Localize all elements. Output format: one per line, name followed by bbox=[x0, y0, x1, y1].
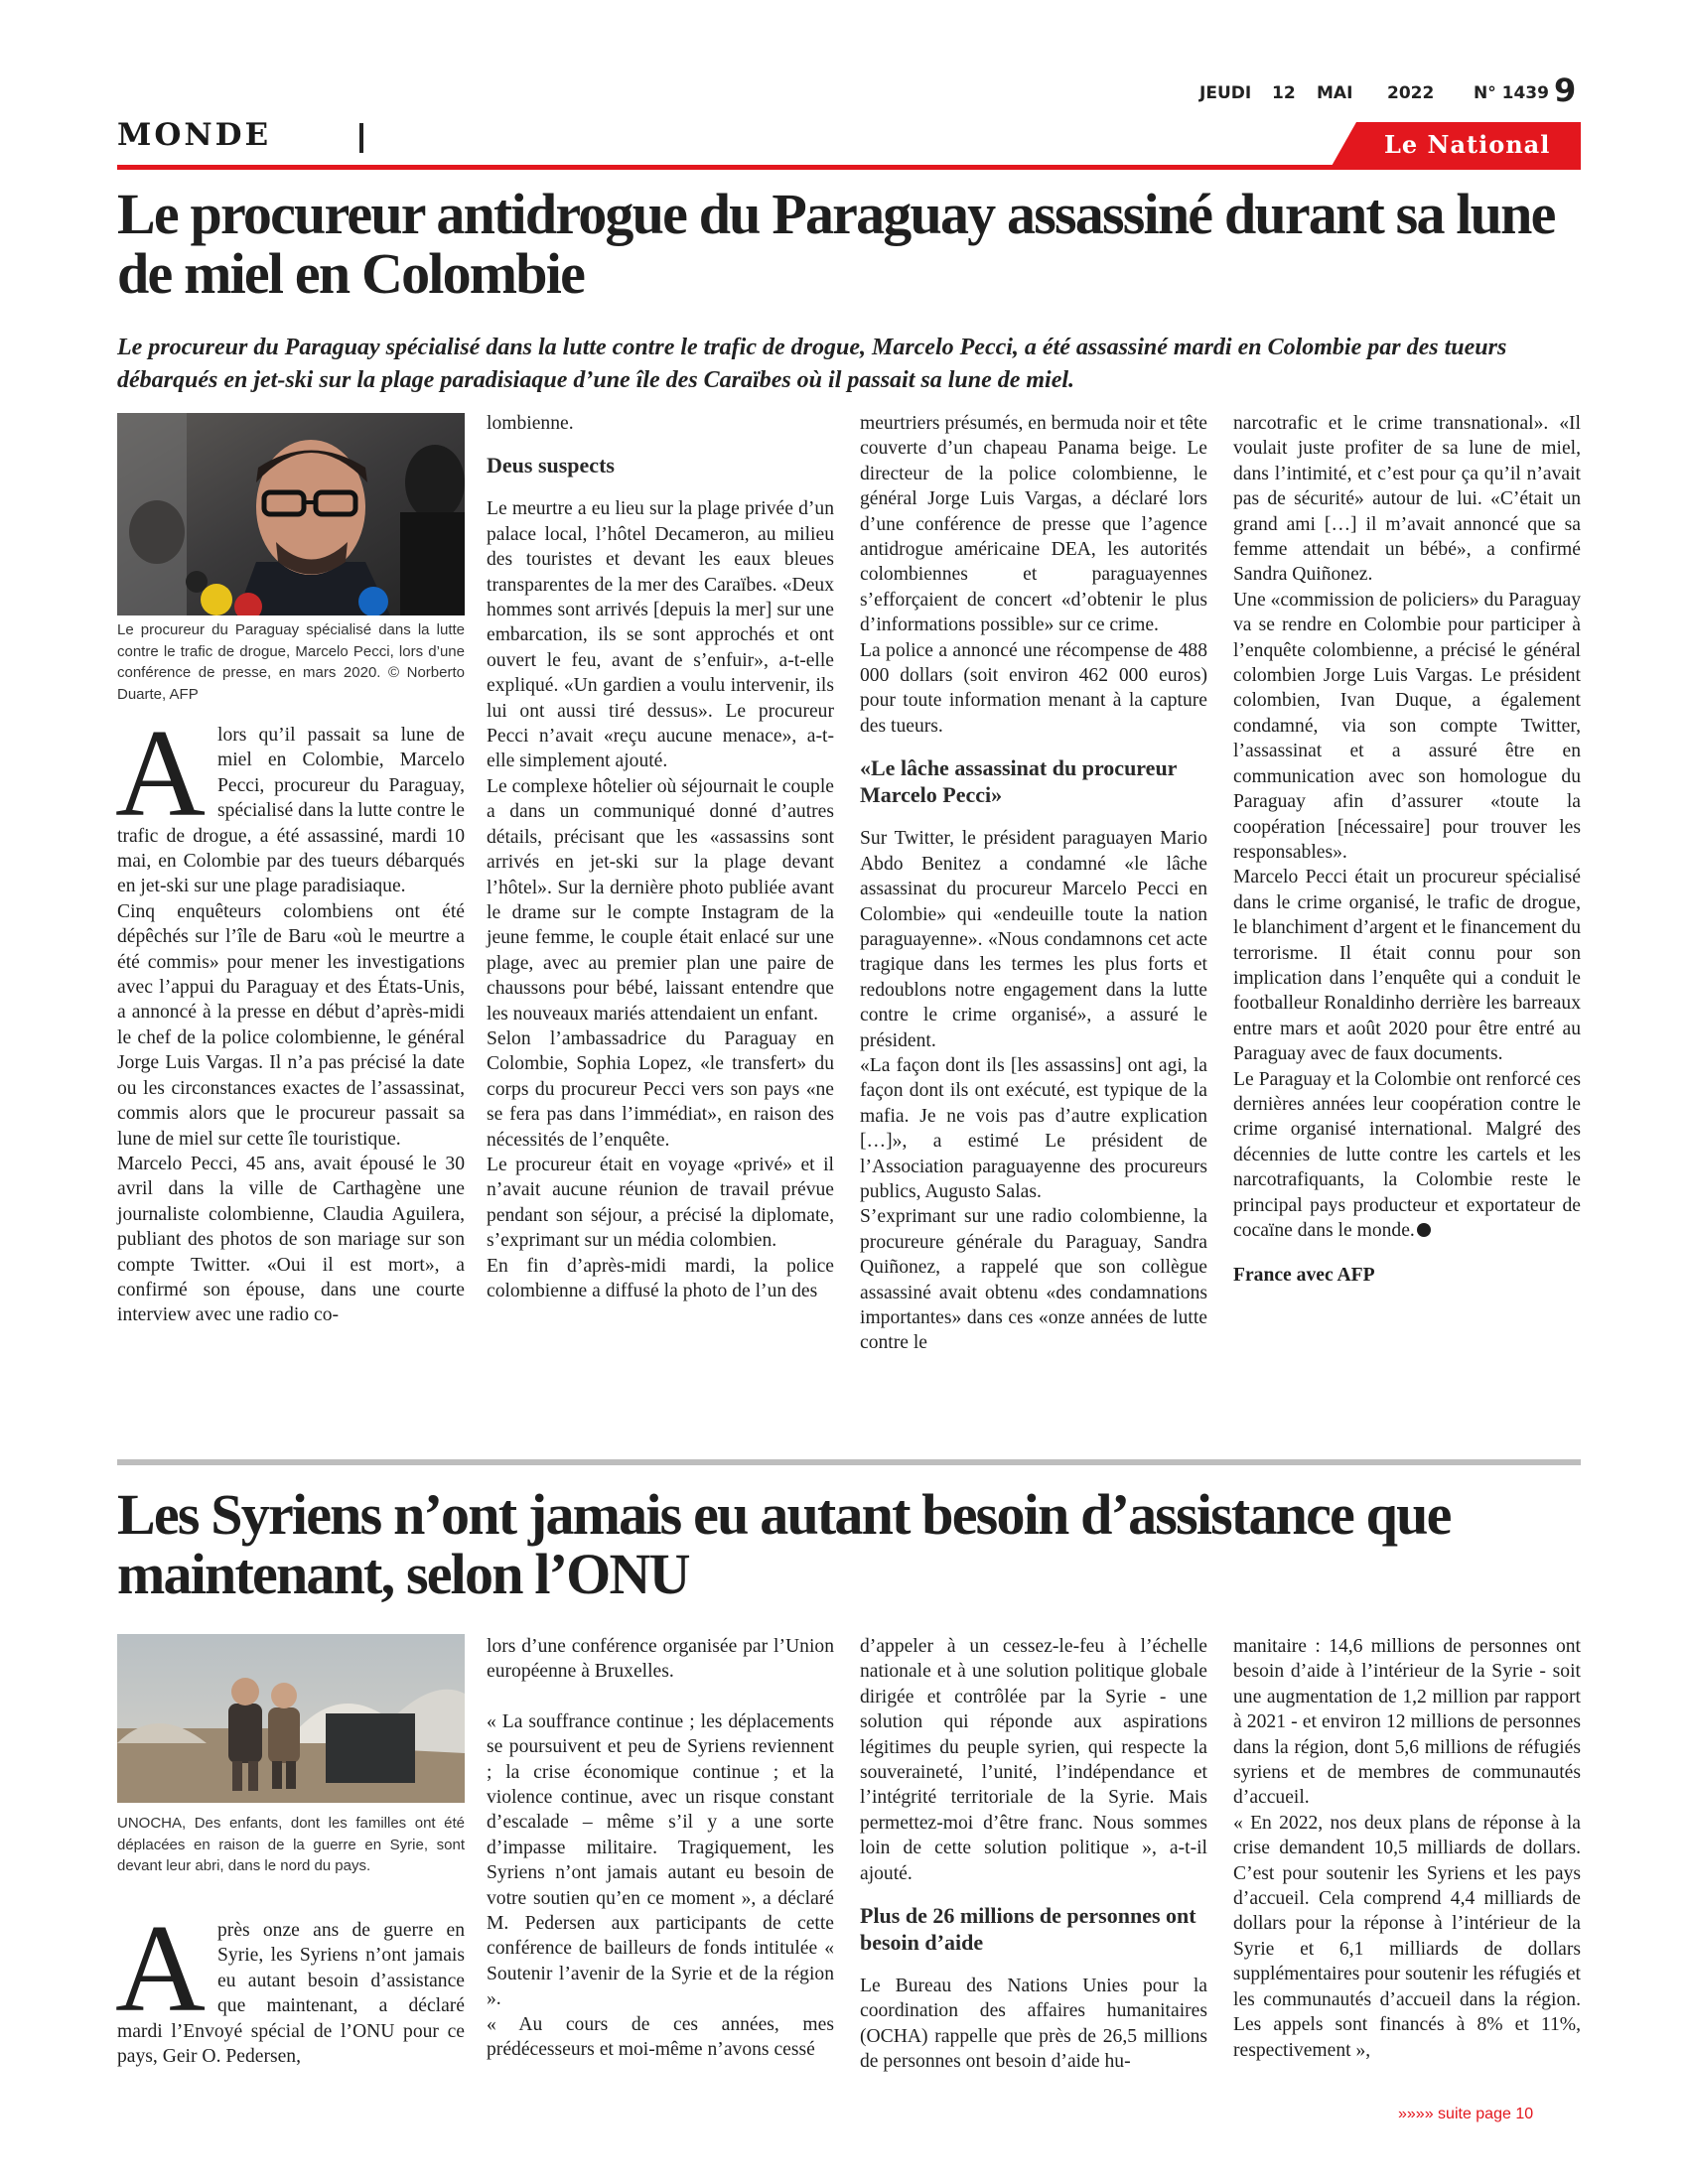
header-rule bbox=[117, 165, 1581, 170]
article2-lead-paragraph: près onze ans de guerre en Syrie, les Syriens n’ont jamais eu autant besoin d’assistance que maintenant, a déclaré mardi l’Envoyé spécial de l’ONU pour ce pays, Geir O. Pedersen, bbox=[117, 1920, 465, 2068]
article1-dropcap: A bbox=[115, 705, 206, 843]
paragraph: meurtriers présumés, en bermuda noir et tête couverte d’un chapeau Panama beige. Le directeur de la police colombienne, le général Jorge Luis Vargas, a déclaré lors d’une conférence de presse que l’agence antidrogue américaine DEA, les autorités colombiennes et paraguayennes s’efforçaient de concert «d’obtenir le plus d’informations possible» sur ce crime. bbox=[860, 413, 1207, 636]
paragraph bbox=[1233, 1067, 1581, 1244]
paragraph: manitaire : 14,6 millions de personnes ont besoin d’aide à l’intérieur de la Syrie - soit une augmentation de 1,2 million par rapport à 2021 - et environ 12 millions de personnes dans la région, dont 5,6 millions de réfugiés syriens et de membres de communautés d’accueil. bbox=[1233, 1636, 1581, 1809]
date-number: 12 bbox=[1272, 83, 1296, 103]
paragraph: Le Bureau des Nations Unies pour la coordination des affaires humanitaires (OCHA) rappelle que près de 26,5 millions de personnes ont besoin d’aide hu- bbox=[860, 1976, 1207, 2073]
article2-title: Les Syriens n’ont jamais eu autant besoin d’assistance que maintenant, selon l’ONU bbox=[117, 1482, 1451, 1606]
date-day: JEUDI bbox=[1199, 83, 1252, 103]
paragraph: lombienne. bbox=[487, 413, 574, 434]
paragraph: S’exprimant sur une radio colombienne, la procureure générale du Paraguay, Sandra Quiñonez, a rappelé que son collègue assassiné avait obtenu «des condamnations importantes» dans ces «onze années de lutte contre le bbox=[860, 1206, 1207, 1354]
paragraph: Marcelo Pecci était un procureur spécialisé dans le crime organisé, le trafic de drogue, le blanchiment d’argent et le financement du terrorisme. Il était connu pour son implication dans l’enquête qui a conduit le footballeur Ronaldinho derrière les barreaux entre mars et août 2020 pour être entré au Paraguay avec de faux documents. bbox=[1233, 867, 1582, 1065]
article1-title: Le procureur antidrogue du Paraguay assassiné durant sa lune de miel en Colombie bbox=[117, 182, 1555, 306]
article2-subhead: Plus de 26 millions de personnes ont besoin d’aide bbox=[860, 1903, 1196, 1956]
paragraph: Selon l’ambassadrice du Paraguay en Colombie, Sophia Lopez, «le transfert» du corps du procureur Pecci vers son pays «ne se fera pas dans l’immédiat», en raison des nécessités de l’enquête. bbox=[487, 1027, 834, 1151]
issue-number: N° 1439 bbox=[1474, 83, 1549, 103]
article2-photo-caption: UNOCHA, Des enfants, dont les familles ont été déplacées en raison de la guerre en Syrie, sont devant leur abri, dans le nord du pays. bbox=[117, 1815, 465, 1874]
article2-column-1 bbox=[115, 1900, 465, 2069]
paragraph: « En 2022, nos deux plans de réponse à la crise demandent 10,5 milliards de dollars. C’est pour soutenir les Syriens et les pays d’accueil. Cela comprend 4,4 milliards de dollars pour la réponse à l’intérieur de la Syrie et 6,1 milliards de dollars supplémentaires pour soutenir les réfugiés et les communautés d’accueil dans la région. Les appels sont financés à 8% et 11%, respectivement », bbox=[1233, 1812, 1581, 2061]
article1-column-4 bbox=[1233, 411, 1581, 1289]
paragraph: Marcelo Pecci, 45 ans, avait épousé le 30 avril dans la ville de Carthagène une journaliste colombienne, Claudia Aguilera, publiant des photos de son mariage sur son compte Twitter. «Oui il est mort», a confirmé son épouse, dans une courte interview avec une radio co- bbox=[117, 1153, 465, 1326]
date-year: 2022 bbox=[1387, 83, 1435, 103]
article2-column-4 bbox=[1233, 1634, 1581, 2063]
article-separator bbox=[117, 1459, 1581, 1465]
paragraph: « Au cours de ces années, mes prédécesseurs et moi-même n’avons cessé bbox=[487, 2013, 834, 2061]
article1-subhead-quote: «Le lâche assassinat du procureur Marcelo Pecci» bbox=[860, 755, 1178, 808]
article1-standfirst: Le procureur du Paraguay spécialisé dans la lutte contre le trafic de drogue, Marcelo Pecci, a été assassiné mardi en Colombie par des tueurs débarqués en jet-ski sur la plage paradisiaque d’une île des Caraïbes où il passait sa lune de miel. bbox=[117, 335, 1507, 393]
paragraph: Cinq enquêteurs colombiens ont été dépêchés sur l’île de Baru «où le meurtre a été commis» pour mener les investigations avec l’appui du Paraguay et des États-Unis, a annoncé à la presse en début d’après-midi le chef de la police colombienne, le général Jorge Luis Vargas. Il n’a pas précisé la date ou les circonstances exactes de l’assassinat, commis alors que le procureur passait sa lune de miel sur cette île touristique. bbox=[117, 900, 465, 1150]
paragraph: Le meurtre a eu lieu sur la plage privée d’un palace local, l’hôtel Decameron, au milieu des touristes et devant les eaux bleues transparentes de la mer des Caraïbes. «Deux hommes sont arrivés [depuis la mer] sur une embarcation, ils se sont approchés et ont ouvert le feu, avant de s’enfuir», a-t-elle expliqué. «Un gardien a voulu intervenir, ils lui ont aussi tiré dessus». Le procureur Pecci n’avait «reçu aucune menace», a-t-elle simplement ajouté. bbox=[487, 498, 834, 772]
article2-column-2 bbox=[487, 1634, 834, 2063]
article1-photo bbox=[117, 413, 465, 615]
article1-photo-caption: Le procureur du Paraguay spécialisé dans la lutte contre le trafic de drogue, Marcelo Pecci, lors d’une conférence de presse, en mars 2020. © Norberto Duarte, AFP bbox=[117, 621, 465, 703]
paragraph: Une «commission de policiers» du Paraguay va se rendre en Colombie pour participer à l’enquête colombienne, a précisé le général colombien Jorge Luis Vargas. Le président colombien, Ivan Duque, a également condamné, via son compte Twitter, l’assassinat et a assuré être en communication avec son homologue du Paraguay afin d’assurer «toute la coopération [nécessaire] pour trouver les responsables». bbox=[1233, 589, 1581, 863]
paragraph: « La souffrance continue ; les déplacements se poursuivent et peu de Syriens reviennent ; la crise économique continue ; et la violence continue, avec un risque constant d’escalade – même s’il y a une sorte d’impasse militaire. Tragiquement, les Syriens n’ont jamais autant eu besoin de votre soutien qu’en ce moment », a déclaré M. Pedersen aux participants de cette conférence de bailleurs de fonds intitulée « Soutenir l’avenir de la Syrie et de la région ». bbox=[487, 1710, 834, 2010]
paragraph: d’appeler à un cessez-le-feu à l’échelle nationale et à une solution politique globale dirigée et contrôlée par la Syrie - une solution qui réponde aux aspirations légitimes du peuple syrien, qui respecte la souveraineté, l’unité, l’indépendance et l’intégrité territoriale de la Syrie. Mais permettez-moi d’être franc. Nous sommes loin de cette solution politique », a-t-il ajouté. bbox=[860, 1636, 1207, 1884]
paragraph: Sur Twitter, le président paraguayen Mario Abdo Benitez a condamné «le lâche assassinat du procureur Marcelo Pecci en Colombie» qui «endeuille toute la nation paraguayenne». «Nous condamnons cet acte tragique dans les termes les plus forts et redoublons notre engagement dans la lutte contre le crime organisé», a assuré le président. bbox=[860, 828, 1207, 1051]
article1-column-3 bbox=[860, 411, 1207, 1356]
paragraph: «La façon dont ils [les assassins] ont agi, la façon dont ils ont exécuté, est typique de la mafia. Je ne vois pas d’autre explication […]», a estimé Le président de l’Association paraguayenne des procureurs publics, Augusto Salas. bbox=[860, 1054, 1207, 1202]
section-label: MONDE bbox=[117, 117, 272, 153]
paragraph: La police a annoncé une récompense de 488 000 dollars (soit environ 462 000 euros) pour toute information menant à la capture des tueurs. bbox=[860, 639, 1207, 737]
section-divider bbox=[359, 123, 363, 153]
paragraph: lors d’une conférence organisée par l’Union européenne à Bruxelles. bbox=[487, 1636, 834, 1683]
article2-photo bbox=[117, 1634, 465, 1803]
article1-lead-paragraph: lors qu’il passait sa lune de miel en Colombie, Marcelo Pecci, procureur du Paraguay, spécialisé dans la lutte contre le trafic de drogue, a été assassiné, mardi 10 mai, en Colombie par des tueurs débarqués en jet-ski sur une plage paradisiaque. bbox=[117, 725, 465, 897]
page-number: 9 bbox=[1554, 71, 1577, 109]
paragraph: Le complexe hôtelier où séjournait le couple a dans un communiqué donné d’autres détails, précisant que les «assassins sont arrivés en jet-ski sur la plage devant l’hôtel». Sur la dernière photo publiée avant le drame sur le compte Instagram de la jeune femme, le couple était enlacé sur une plage, avec au premier plan une paire de chaussons pour bébé, laissant entendre que les nouveaux mariés attendaient un enfant. bbox=[487, 775, 834, 1024]
article1-signature: France avec AFP bbox=[1233, 1265, 1375, 1287]
article2-column-3 bbox=[860, 1634, 1207, 2075]
article1-subhead-suspects: Deus suspects bbox=[487, 453, 615, 478]
article2-dropcap: A bbox=[115, 1900, 206, 2038]
end-of-article-icon bbox=[1417, 1223, 1431, 1237]
continued-link[interactable]: »»»» suite page 10 bbox=[1398, 2106, 1534, 2122]
paragraph-text: Le Paraguay et la Colombie ont renforcé ces dernières années leur coopération contre le crime organisé international. Malgré des décennies de lutte contre les cartels et les narcotrafiquants, la Colombie reste le principal pays producteur et exportateur de cocaïne dans le monde. bbox=[1233, 1068, 1581, 1241]
paragraph: Le procureur était en voyage «privé» et il n’avait aucune réunion de travail prévue pendant son séjour, a précisé la diplomate, s’exprimant sur un média colombien. bbox=[487, 1154, 834, 1252]
newspaper-name: Le National bbox=[1384, 130, 1551, 159]
paragraph: narcotrafic et le crime transnational». «Il voulait juste profiter de sa lune de miel, dans l’intimité, et c’est pour ça qu’il n’avait pas de sécurité» autour de lui. «C’était un grand ami […] il m’avait annoncé que sa femme attendait un bébé», a confirmé Sandra Quiñonez. bbox=[1233, 413, 1581, 586]
article1-column-1 bbox=[115, 705, 465, 1328]
article1-column-2 bbox=[487, 411, 834, 1303]
date-month: MAI bbox=[1317, 83, 1353, 103]
paragraph: En fin d’après-midi mardi, la police colombienne a diffusé la photo de l’un des bbox=[487, 1255, 834, 1301]
